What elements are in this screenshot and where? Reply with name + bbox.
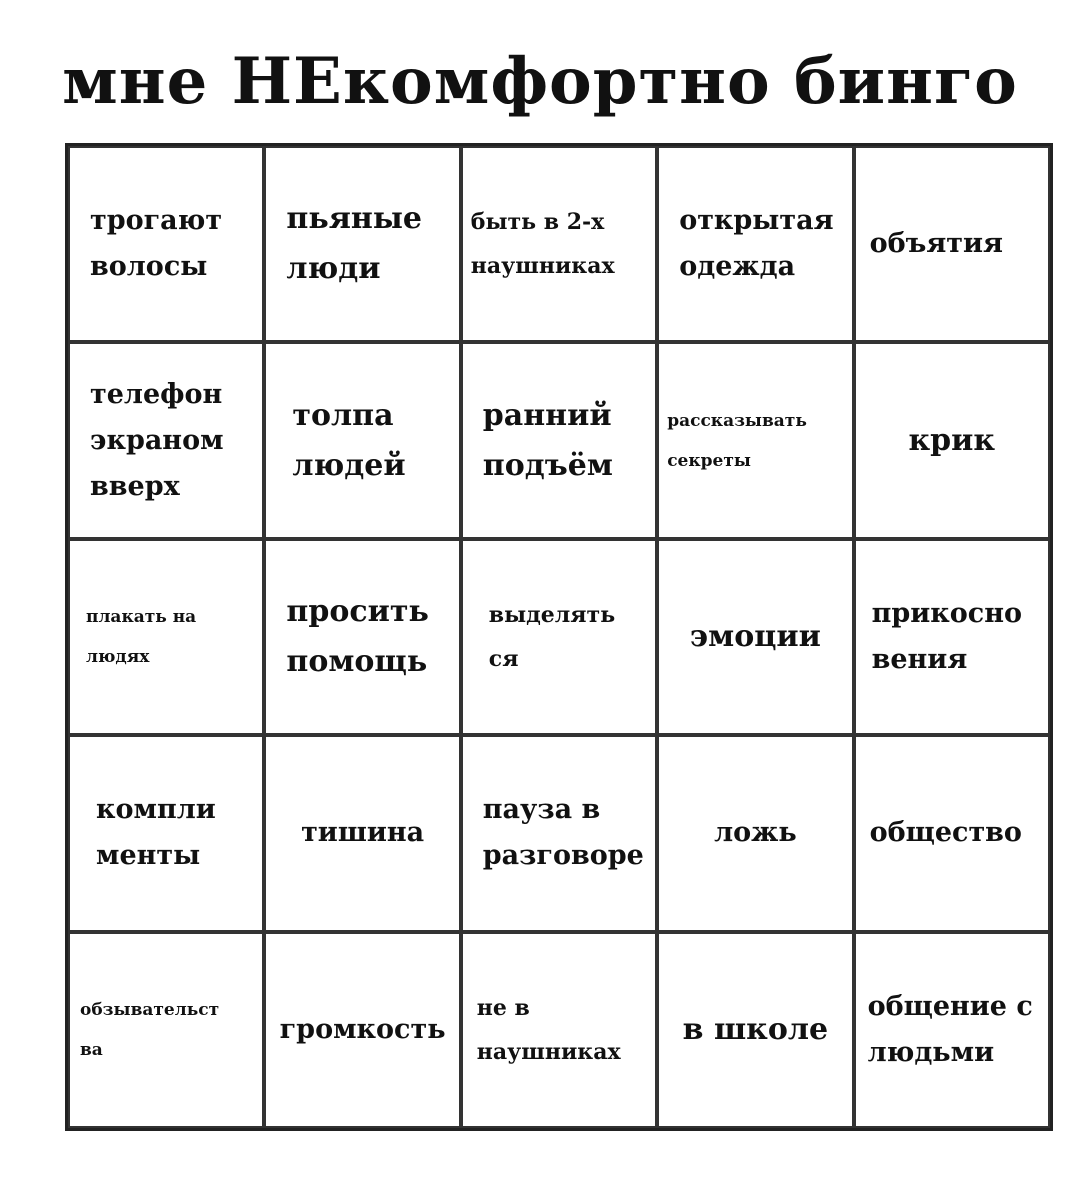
cell-line: открытая [679,205,834,237]
cell-line: разговоре [482,840,644,872]
cell-line: тишина [301,817,425,849]
cell-line: компли [96,794,216,826]
cell-line: общение с [867,990,1033,1022]
bingo-cell-24 [657,932,853,1128]
bingo-cell-8 [461,342,657,538]
cell-line: наушниках [470,253,615,280]
cell-line: пауза в [482,794,601,826]
cell-line: рассказывать [667,410,807,431]
cell-line: толпа [292,397,394,433]
bingo-cell-13 [461,539,657,735]
bingo-cell-20 [854,735,1050,931]
cell-line: ложь [714,817,797,849]
page-title: мне НЕкомфортно бинго [62,44,1018,119]
bingo-cell-15 [854,539,1050,735]
bingo-cell-4 [657,146,853,342]
cell-line: наушниках [476,1038,621,1065]
cell-line: в школе [682,1011,829,1047]
cell-line: секреты [667,450,751,471]
cell-line: людьми [867,1036,995,1068]
cell-line: не в [476,994,530,1021]
bingo-cell-14 [657,539,853,735]
cell-line: ся [488,645,519,672]
bingo-cell-25 [854,932,1050,1128]
cell-line: обзывательст [80,999,220,1020]
bingo-cell-2 [264,146,460,342]
cell-line: одежда [679,251,796,283]
cell-line: эмоции [689,618,821,654]
cell-line: экраном [90,424,224,456]
cell-line: прикосно [871,597,1022,629]
cell-line: ва [80,1039,103,1060]
bingo-cell-16 [68,735,264,931]
cell-line: крик [908,422,996,458]
cell-line: просить [286,593,429,629]
bingo-cell-19 [657,735,853,931]
cell-line: помощь [286,643,428,679]
bingo-cell-22 [264,932,460,1128]
bingo-cell-9 [657,342,853,538]
cell-line: людях [86,646,150,667]
cell-line: вения [871,643,968,675]
cell-line: быть в 2-х [470,209,605,236]
bingo-cell-18 [461,735,657,931]
cell-line: трогают [90,205,223,237]
bingo-cell-5 [854,146,1050,342]
cell-line: людей [292,447,406,483]
cell-line: вверх [90,470,180,502]
bingo-cell-21 [68,932,264,1128]
cell-line: подъём [482,447,613,483]
cell-line: плакать на [86,606,197,627]
bingo-cell-11 [68,539,264,735]
cell-line: объятия [869,228,1003,260]
cell-line: волосы [90,251,208,283]
cell-line: пьяные [286,201,422,237]
cell-line: ранний [482,397,612,433]
cell-line: общество [869,817,1022,849]
bingo-cell-1 [68,146,264,342]
cell-line: телефон [90,378,223,410]
bingo-cell-17 [264,735,460,931]
bingo-cell-6 [68,342,264,538]
cell-line: громкость [279,1013,446,1045]
bingo-cell-7 [264,342,460,538]
cell-line: менты [96,840,201,872]
cell-line: люди [286,251,381,287]
bingo-grid [65,143,1053,1131]
bingo-cell-3 [461,146,657,342]
bingo-cell-23 [461,932,657,1128]
bingo-cell-12 [264,539,460,735]
cell-line: выделять [488,601,616,628]
bingo-cell-10 [854,342,1050,538]
